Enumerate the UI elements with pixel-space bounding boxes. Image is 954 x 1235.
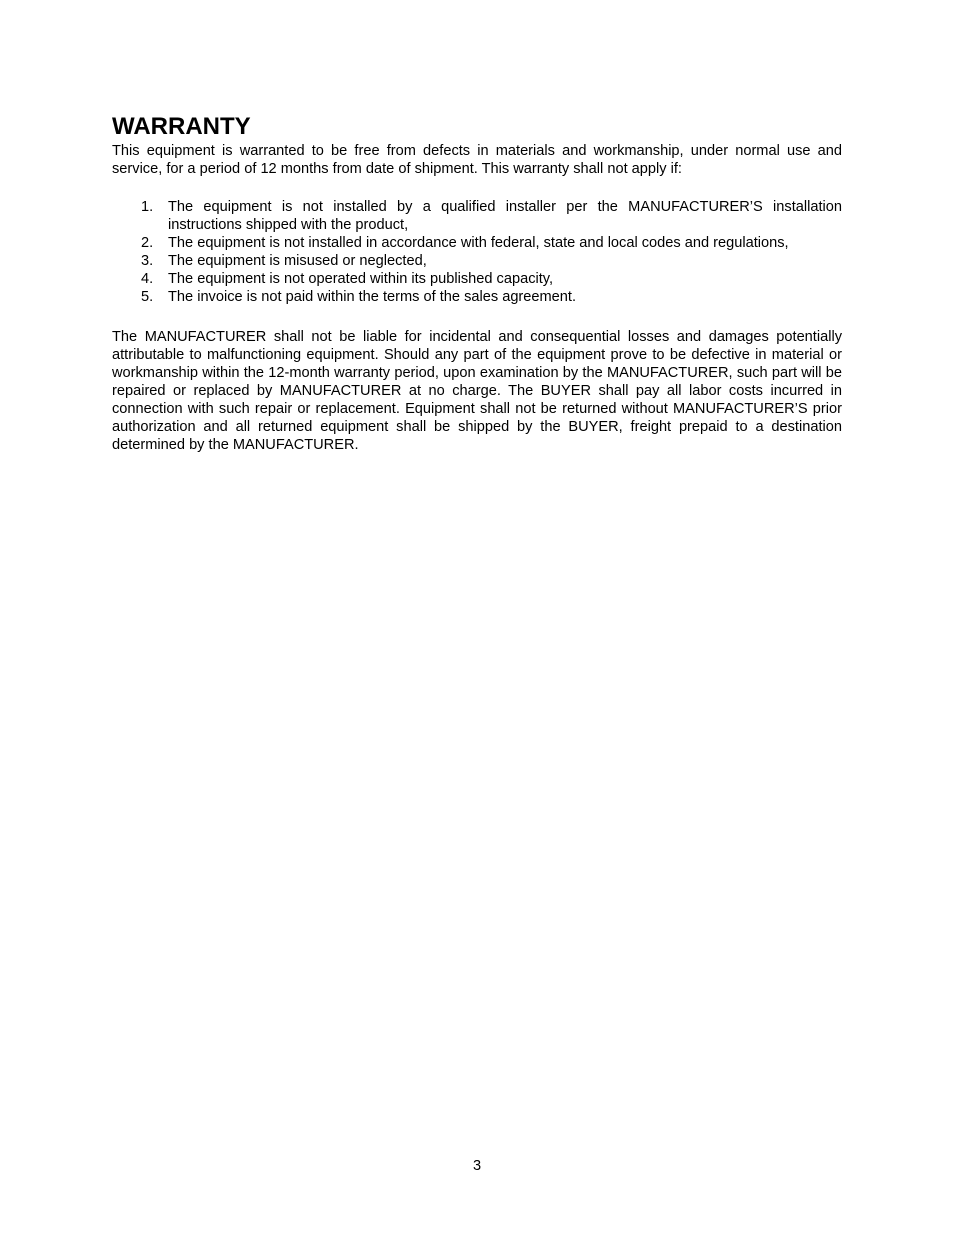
list-item (112, 198, 842, 234)
list-item-number: 3. (141, 253, 154, 269)
liability-paragraph: The MANUFACTURER shall not be liable for incidental and consequential losses and damages potentially attributable to malfunctioning equipment. Should any part of the equipment prove to be defective in material or workmanship within the 12-month warranty period, upon examination by the MANUFACTURER, such part will be repaired or replaced by MANUFACTURER at no charge. The BUYER shall pay all labor costs incurred in connection with such repair or replacement. Equipment shall not be returned without MANUFACTURER’S prior authorization and all returned equipment shall be shipped by the BUYER, freight prepaid to a destination determined by the MANUFACTURER. (112, 329, 842, 453)
list-item (112, 288, 842, 306)
warranty-intro: This equipment is warranted to be free from defects in materials and workmanship, under normal use and service, for a period of 12 months from date of shipment. This warranty shall not apply if: (112, 143, 842, 177)
list-item-text: The equipment is not installed by a qualified installer per the MANUFACTURER’S installation instructions shipped with the product, (168, 199, 842, 233)
list-item-number: 2. (141, 235, 154, 251)
list-item (112, 252, 842, 270)
page-title: WARRANTY (112, 113, 251, 140)
warranty-conditions-list (112, 198, 842, 306)
list-item-number: 5. (141, 289, 154, 305)
list-item-number: 1. (141, 199, 154, 215)
warranty-section (112, 112, 842, 454)
list-item-text: The equipment is not installed in accordance with federal, state and local codes and regulations, (168, 235, 789, 251)
list-item-number: 4. (141, 271, 154, 287)
list-item-text: The equipment is misused or neglected, (168, 253, 427, 269)
list-item (112, 270, 842, 288)
page-number: 3 (472, 1158, 482, 1174)
list-item-text: The invoice is not paid within the terms of the sales agreement. (168, 289, 577, 305)
list-item (112, 234, 842, 252)
list-item-text: The equipment is not operated within its published capacity, (168, 271, 554, 287)
